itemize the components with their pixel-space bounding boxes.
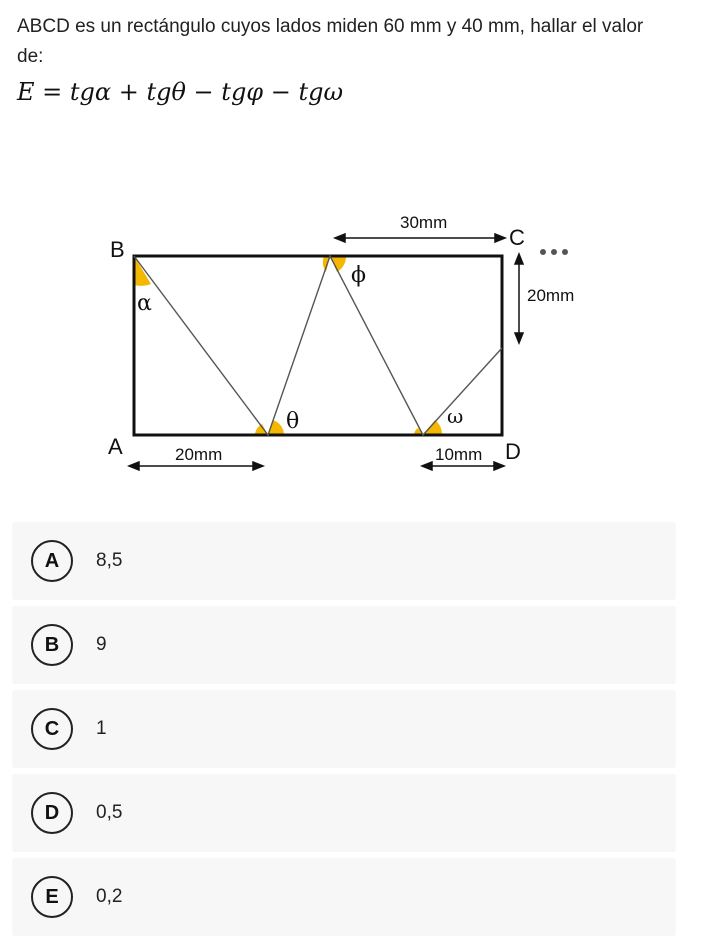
omega-label: ω [447,404,464,428]
bottom-left-dimension-label: 20mm [175,445,223,464]
top-dimension-label: 30mm [400,213,448,232]
option-text: 0,5 [96,802,123,823]
option-text: 0,2 [96,886,123,907]
vertex-c-label: C [509,225,525,250]
option-a[interactable] [12,522,676,600]
option-text: 1 [96,718,107,739]
formula: E = tgα + tgθ − tgφ − tgω [17,78,344,106]
answer-options [12,522,676,942]
option-letter: A [31,540,73,582]
geometry-diagram [0,200,704,490]
option-letter: B [31,624,73,666]
option-b[interactable] [12,606,676,684]
theta-label: θ [286,409,300,434]
option-d[interactable] [12,774,676,852]
option-text: 8,5 [96,550,123,571]
phi-label: ϕ [351,263,366,288]
more-dots-icon[interactable] [540,249,568,255]
dimension-top [335,234,505,242]
right-dimension-label: 20mm [527,286,575,305]
option-letter: C [31,708,73,750]
vertex-d-label: D [505,439,521,464]
option-text: 9 [96,634,107,655]
question-text: ABCD es un rectángulo cuyos lados miden 60 mm y 40 mm, hallar el valor de: [17,16,644,67]
angle-phi-fill [330,256,346,272]
vertex-a-label: A [108,434,123,459]
vertex-b-label: B [110,237,125,262]
alpha-label: α [137,291,152,316]
option-letter: E [31,876,73,918]
option-e[interactable] [12,858,676,936]
dimension-right [515,254,523,343]
option-letter: D [31,792,73,834]
option-c[interactable] [12,690,676,768]
bottom-right-dimension-label: 10mm [435,445,483,464]
